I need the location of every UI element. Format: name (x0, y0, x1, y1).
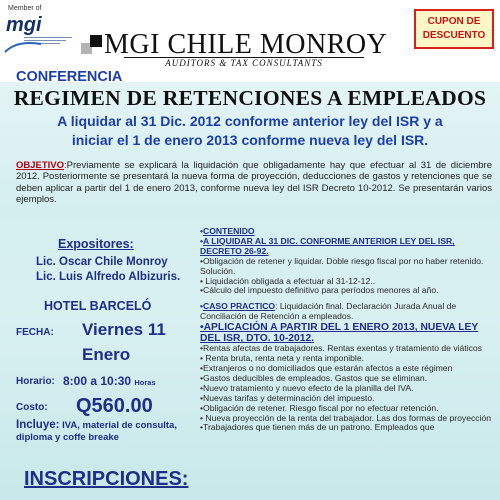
mgi-swoosh-icon (3, 40, 43, 54)
conference-label: CONFERENCIA (16, 69, 123, 85)
event-time-value: 8:00 a 10:30 (63, 374, 135, 388)
logo-square-black (90, 35, 102, 47)
discount-coupon-badge: CUPON DE DESCUENTO (414, 9, 494, 49)
content-column (200, 227, 492, 433)
venue-name: HOTEL BARCELÓ (44, 299, 152, 313)
application-item: •Obligación de retener. Riesgo fiscal por no efectuar retención. (200, 402, 439, 413)
case-study-text: : Liquidación final. Declaración Jurada Anual de Conciliación de Retención a empleados. (200, 301, 457, 322)
event-day: Viernes 11 (82, 320, 166, 339)
application-item: •Rentas afectas de trabajadores. Rentas exentas y tratamiento de viáticos (200, 343, 482, 354)
application-item: • Renta bruta, renta neta y renta imponible. (200, 353, 364, 364)
mgi-chile-monroy-logo (80, 27, 390, 67)
cost-label: Costo: (16, 402, 48, 413)
logo-subtitle: AUDITORS & TAX CONSULTANTS (124, 57, 364, 68)
member-of-label: Member of (8, 5, 42, 12)
includes-text (16, 419, 186, 444)
mgi-small-logo: mgi (6, 14, 42, 36)
content-item: • Liquidación obligada a efectuar al 31-12-12.. (200, 275, 376, 286)
subtitle-line-2: iniciar el 1 de enero 2013 conforme nueva ley del ISR. (71, 132, 429, 148)
application-item: • Nueva proyección de la renta del trabajador. Las dos formas de proyección (200, 412, 492, 423)
speakers-title: Expositores: (58, 237, 134, 251)
content-item: •Cálculo del impuesto definitivo para períodos menores al año. (200, 285, 439, 296)
application-item: •Extranjeros o no domiciliados que estarán afectos a este régimen (200, 362, 453, 373)
application-item: •Nuevo tratamiento y nuevo efecto de la planilla del IVA. (200, 382, 414, 393)
content-heading: •CONTENIDO (200, 226, 255, 236)
schedule-label: Horario: (16, 376, 55, 387)
content-item: •Obligación de retener y liquidar. Doble riesgo fiscal por no haber retenido. Solución. (200, 255, 484, 276)
objective-label: OBJETIVO (16, 160, 65, 171)
date-label: FECHA: (16, 327, 54, 338)
event-month: Enero (82, 345, 131, 364)
page-subtitle (0, 112, 500, 150)
application-item: •Gastos deducibles de empleados. Gastos que se eliminan. (200, 372, 428, 383)
application-item: •Trabajadores que tienen más de un patrono. Empleados que (200, 422, 435, 433)
event-cost: Q560.00 (76, 395, 153, 417)
speaker-name: Lic. Oscar Chile Monroy (36, 256, 168, 268)
subtitle-line-1: A liquidar al 31 Dic. 2012 conforme anterior ley del ISR y a (57, 113, 443, 129)
includes-description: IVA, material de consulta, diploma y coffe breake (16, 420, 178, 443)
logo-title: MGI CHILE MONROY (104, 29, 388, 60)
registrations-title: INSCRIPCIONES: (24, 468, 189, 490)
application-heading: •APLICACIÓN A PARTIR DEL 1 ENERO 2013, NUEVA LEY DEL ISR, DTO. 10-2012. (200, 322, 479, 345)
event-time (63, 374, 156, 388)
content-subheading: •A LIQUIDAR AL 31 DIC. CONFORME ANTERIOR LEY DEL ISR, DECRETO 26-92. (200, 235, 455, 256)
case-study-paragraph: •CASO PRACTICO: Liquidación final. Declaración Jurada Anual de Conciliación de Retención a empleados. (200, 301, 457, 322)
case-study-title: CASO PRACTICO (203, 301, 276, 312)
speaker-name: Lic. Luis Alfredo Albizuris. (36, 271, 181, 283)
includes-label: Incluye: (16, 419, 60, 431)
page-title: REGIMEN DE RETENCIONES A EMPLEADOS (13, 86, 487, 110)
content-subtitle: A LIQUIDAR AL 31 DIC. CONFORME ANTERIOR LEY DEL ISR, DECRETO 26-92. (200, 235, 455, 256)
application-item: •Nuevas tarifas y determinación del impuesto. (200, 392, 375, 403)
event-time-unit: Horas (134, 378, 156, 387)
content-title: CONTENIDO (203, 226, 255, 236)
objective-text: :Previamente se explicará la liquidación que obligadamente hay que efectuar al 31 de diciembre 2012. Posteriormente se presentará la nueva forma de proyección, deducciones de gastos y retenciones que se deben aplicar a partir del 1 de enero 2013, conforme nueva ley del ISR Decreto 10-2012. Se presentarán varios ejemplos. (16, 160, 492, 205)
objective-paragraph (16, 160, 492, 205)
